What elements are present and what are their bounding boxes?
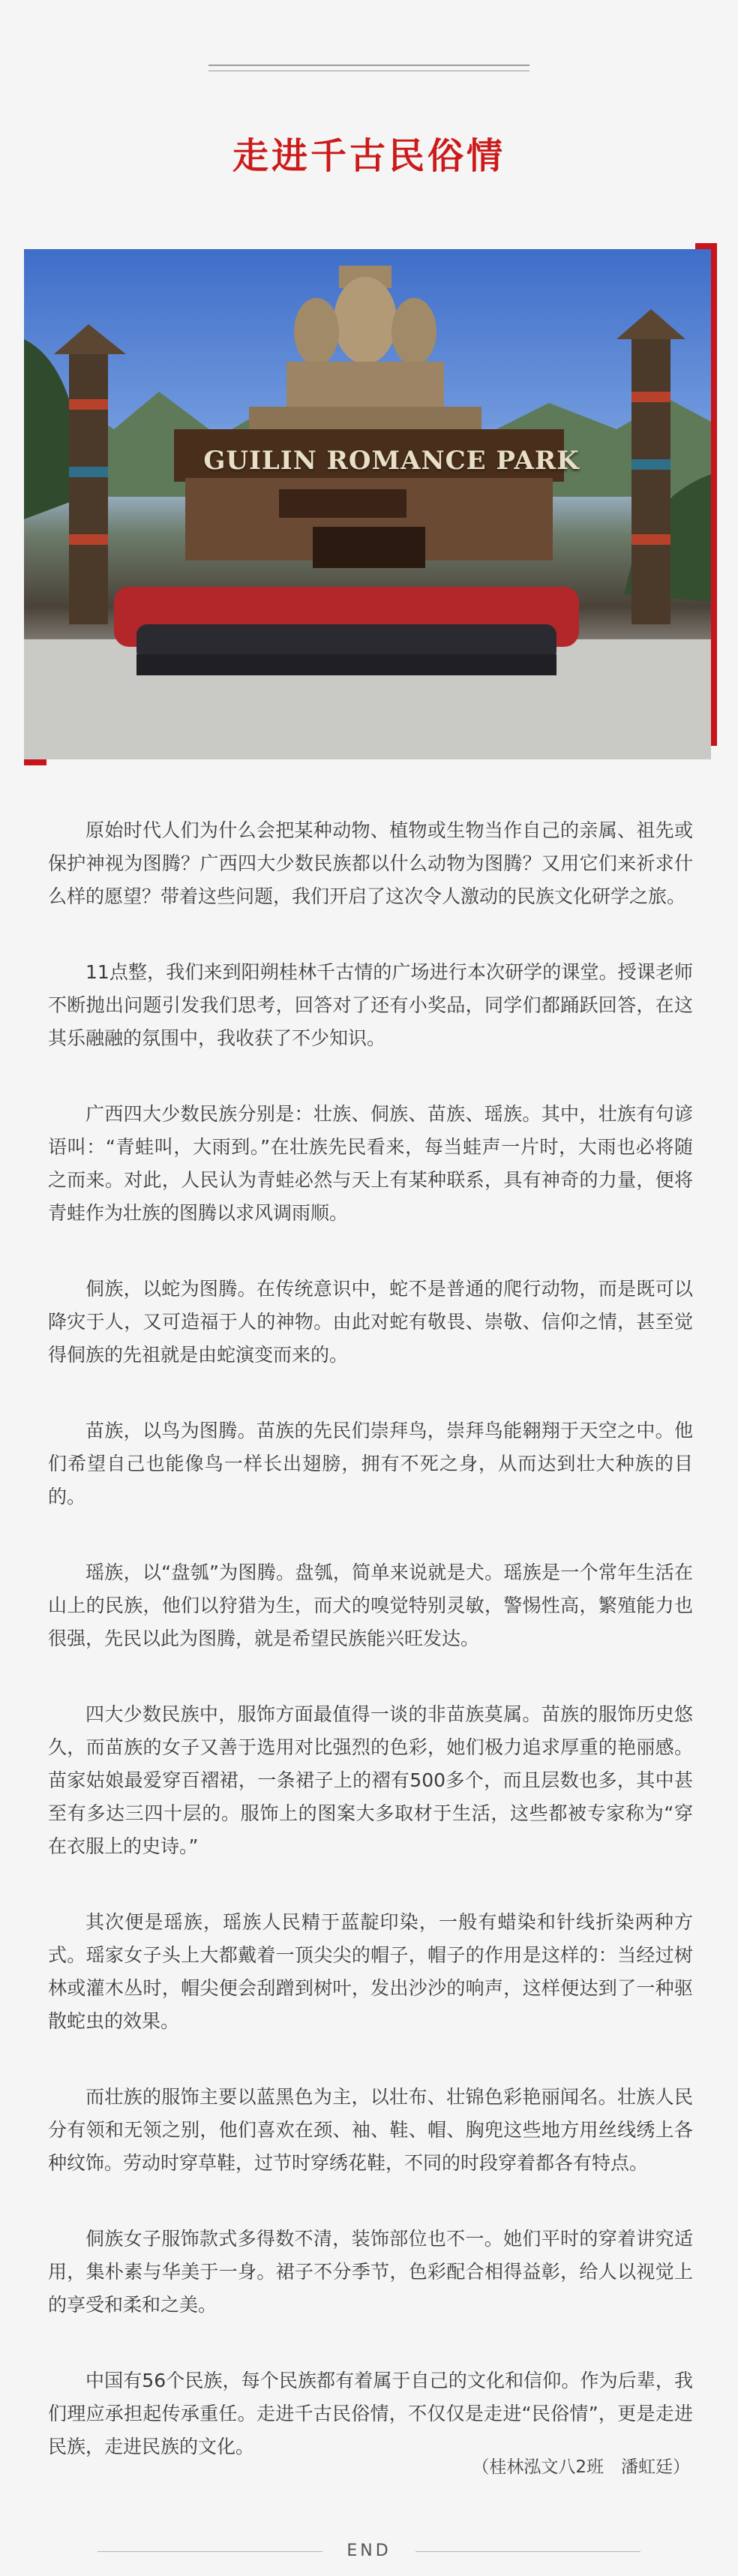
paragraph: 11点整，我们来到阳朔桂林千古情的广场进行本次研学的课堂。授课老师不断抛出问题引发我们思考，回答对了还有小奖品，同学们都踊跃回答，在这其乐融融的氛围中，我收获了不少知识。 bbox=[48, 961, 693, 1049]
paragraph: 苗族，以鸟为图腾。苗族的先民们崇拜鸟，崇拜鸟能翱翔于天空之中。他们希望自己也能像鸟一样长出翅膀，拥有不死之身，从而达到壮大种族的目的。 bbox=[48, 1420, 693, 1507]
park-sign: GUILIN ROMANCE PARK bbox=[203, 446, 580, 476]
statue-heads bbox=[249, 266, 482, 437]
paragraph: 而壮族的服饰主要以蓝黑色为主，以壮布、壮锦色彩艳丽闻名。壮族人民分有领和无领之别，他们喜欢在颈、袖、鞋、帽、胸兜这些地方用丝线绣上各种纹饰。劳动时穿草鞋，过节时穿绣花鞋，不同的时段穿着都各有特点。 bbox=[48, 2086, 693, 2174]
article-body bbox=[48, 814, 693, 2506]
paragraph: 中国有56个民族，每个民族都有着属于自己的文化和信仰。作为后辈，我们理应承担起传承重任。走进千古民俗情，不仅仅是走进“民俗情”，更是走进民族，走进民族的文化。 bbox=[48, 2370, 693, 2457]
paragraph: 瑶族，以“盘瓠”为图腾。盘瓠，简单来说就是犬。瑶族是一个常年生活在山上的民族，他们以狩猎为生，而犬的嗅觉特别灵敏，警惕性高，繁殖能力也很强，先民以此为图腾，就是希望民族能兴旺发达。 bbox=[48, 1562, 693, 1649]
paragraph: 侗族女子服饰款式多得数不清，装饰部位也不一。她们平时的穿着讲究适用，集朴素与华美于一身。裙子不分季节，色彩配合相得益彰，给人以视觉上的享受和柔和之美。 bbox=[48, 2228, 693, 2316]
header-rule-top bbox=[208, 65, 530, 66]
student-group bbox=[114, 587, 579, 675]
end-label: END bbox=[346, 2541, 392, 2560]
page-title: 走进千古民俗情 bbox=[232, 135, 506, 178]
paragraph: 广西四大少数民族分别是：壮族、侗族、苗族、瑶族。其中，壮族有句谚语叫：“青蛙叫，大雨到。”在壮族先民看来，每当蛙声一片时，大雨也必将随之而来。对此，人民认为青蛙必然与天上有某种联系，具有神奇的力量，便将青蛙作为壮族的图腾以求风调雨顺。 bbox=[48, 1103, 693, 1224]
photo-frame bbox=[24, 243, 717, 765]
paragraph: 原始时代人们为什么会把某种动物、植物或生物当作自己的亲属、祖先或保护神视为图腾？广西四大少数民族都以什么动物为图腾？又用它们来祈求什么样的愿望？带着这些问题，我们开启了这次令人激动的民族文化研学之旅。 bbox=[48, 819, 693, 907]
group-photo bbox=[24, 249, 711, 759]
paragraph: 其次便是瑶族，瑶族人民精于蓝靛印染，一般有蜡染和针线折染两种方式。瑶家女子头上大都戴着一顶尖尖的帽子，帽子的作用是这样的：当经过树林或灌木丛时，帽尖便会刮蹭到树叶，发出沙沙的响声，这样便达到了一种驱散蛇虫的效果。 bbox=[48, 1911, 693, 2032]
frame-accent-bottom bbox=[24, 759, 46, 765]
frame-accent-right bbox=[711, 243, 717, 746]
paragraph: 侗族，以蛇为图腾。在传统意识中，蛇不是普通的爬行动物，而是既可以降灾于人，又可造福于人的神物。由此对蛇有敬畏、崇敬、信仰之情，甚至觉得侗族的先祖就是由蛇演变而来的。 bbox=[48, 1278, 693, 1366]
photo-scene bbox=[24, 249, 711, 759]
end-divider-right bbox=[416, 2551, 640, 2552]
author-signature: （桂林泓文八2班 潘虹廷） bbox=[472, 2457, 690, 2477]
paragraph: 四大少数民族中，服饰方面最值得一谈的非苗族莫属。苗族的服饰历史悠久，而苗族的女子又善于选用对比强烈的色彩，她们极力追求厚重的艳丽感。苗家姑娘最爱穿百褶裙，一条裙子上的褶有500多个，而且层数也多，其中甚至有多达三四十层的。服饰上的图案大多取材于生活，这些都被专家称为“穿在衣服上的史诗。” bbox=[48, 1703, 693, 1857]
end-divider-left bbox=[98, 2551, 322, 2552]
